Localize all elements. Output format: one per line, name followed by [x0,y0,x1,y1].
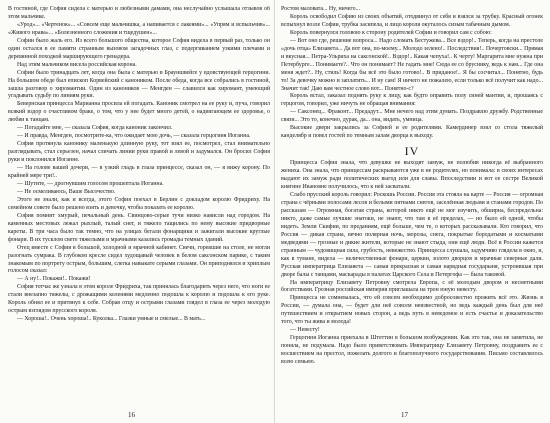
body-paragraph: — Хороша!.. Очень хороша!.. Куколка... Глазки умные и смелые... В мать... [17,316,206,323]
body-paragraph: Софии было тринадцать лет, когда она была с матерью в Брауншвейге у вдовствующей герцогини. На большом обеде был епископ Корвейский с каноником. После обеда, когда все собрались в гостиной, зашла разговор о хиромантии. Один из каноников — Менгден — славился как хиромант, умеющий угадывать судьбу по линиям руки. [8,69,270,100]
body-paragraph: — Шутите, — дрогнувшим голосом прошептала Иоганна. [17,180,164,187]
body-paragraph: Бевернская принцесса Марианна просила ей погадать. Каноник смотрел на ее руку и, пуча, говорил всякий вздор о счастливом браке, о том, что у нее будет много детей, о надвигающем ее здоровье, о любви к танцам. [8,101,270,124]
body-paragraph: Принцесса не сомневалась, что ей совсем необходимо добросовестно прожить всё это. Жизнь в России, — думала она, — будет для неё совсем неизвестной, но ведь каждый день был для неё путешествием и открытием новых сторон, а ведь путь в неведомое и есть счастье и доказательство того, что ты жива и молода! [281,295,543,326]
body-paragraph: Этого не знали, как и всегда, этого София поехал в Берлин с докладом королю Фридриху. На семейном совете было решено взять и девочку, чтобы показать ее королю. [8,196,270,211]
body-paragraph: Король повернулся головою к сторону родителей Софии и говорил сам с собою: [290,29,492,36]
right-page [281,6,543,406]
body-paragraph: — Саксонец... Фраконт... Предадут... Мне нечего над этим думать. Поздравлю дружбу. Родственные связи... Это то, конечно, дурак, да... она, видать, умница. [281,109,543,124]
body-paragraph: Король встал, заказал поднять руку к лицу, как будто оправить полу синей мантии, и, прошаясь с герцогом, говорил, уже ничуть не обращая внимания: [281,93,543,108]
page-number-right: 17 [401,411,408,419]
body-paragraph: В гостиной, где София сидела с матерью и любезными дамами, она неслучайно услышала отзывов об этом мальчике. [8,6,270,20]
body-paragraph: — Невесту! [290,327,320,334]
body-paragraph: Король освободил Софию из своих объятий, отодвинул от себя и взялся за трубку. Красный огонек вспыхнул возле Софии, трубка засипела, и лицо короля окуталось сизым табачным дымом. [281,13,543,28]
body-paragraph: — А ну!.. Покажи!.. Покажи! [17,276,91,283]
body-paragraph: — Погадайте мне, — сказала София, когда каноник закончил. [17,125,173,132]
left-page [8,6,270,406]
body-paragraph: Высокие двери закрылись за Софией и ее родителями. Камердинер взял со стола тяжелый канделябр и повел гостей по темным залам дворца к выходу. [281,125,543,140]
body-paragraph: Над этим мальчиком висела российская корона. [17,61,137,68]
body-paragraph: Слабо прусский король говорил: Роскошь России. Россия эта стояла на карте — Россия — огромная страна с чёрными полосами лесов и белыми пятнами снегов, заселённая людьми и станами городов. По рассказам — Огромная, богатая страна, которой никто ещё не мог изучить, обширна, беспредельна: никто, даже самые лучшие знатоки, не знают, что там в её пределах, — но было ей одной, чтобы видеть. Земли Скифии, по преданиям, ещё больше, чем те, о которых рассказывали. Кто говорил, что Россия — дикая страна, вечно полярная ночь, морозы, снега, покрытые бородатыми и косматыми медведями — грозные и дикие жители, которые не знают стыда, они ещё люди. Всё в России кажется странным — чудовищная сила, грубость, невежество. Принцесса слушала, задумчиво глядела в окно, и, как в тумане, видела — величественные фонари, церкви, золото дворцов и мрачные северные дали. Русская императрица Елизавета — самая прекрасная и самая нарядная государыня, устроившая при дворе балы с танцами, маскарады в палатах Царского Села и Петергофа — была таковой. [281,192,543,278]
body-paragraph: Ростом маловата... Ну, ничего... [281,6,360,12]
body-paragraph: Принцесса София знала, что девушке не выходят замуж, не полюбив никогда её выбранного жениха. Она знала, что принцессам раскрываются уже в не родителях, но понимала: в своих интересах выдают их замуж ради политических выгод или для славы. Впоследствии и вот ее сестре Великой княгине Ивановне получилось, что к ней засватали. [281,160,543,191]
body-paragraph: — На голове вашей дочери, — в узкий гладь в глаза принцессе, сказал он, — я вижу корону. По крайней мере три!.. [8,165,270,180]
body-paragraph: София протянула канонику маленькую длинную руку, тот взял ее, посмотрел, стал внимательно разглядывать, стал серьезен, начал сличать линии руки правой и левой и задумался. Он бросил София руки и поклонился Иоганне. [8,141,270,164]
body-paragraph: — Вот оно где, решение вопроса... Надо сломать Бестужева... Все вздор!.. Теперь, когда на престоле «дочь отца» Елизавета... Да вот она, по-моему... Молодо зелено!.. Последствия!.. Почертовски... Прямая и вкусная... Петра-Ульриха на саксонской!.. Вздор!.. Какая чепуха!.. К черту! Маргарита мне нужна при Петербурге... Понимаете?.. Что он понимает? Не гадать мне! Сюда ее со бруснику, ведь к нам... Где она меня ждет?.. Ну, стиль! Когда бы всё это было готово!.. В приданое!.. Я бы сосчитал... Понятно, будь то! За девочку можно и заплатить... И ну сам! Я ничего не пожалею, если только всё получит как надо... Значит так! Даю вам честное слово вот... Понятно-с? [281,37,543,92]
body-paragraph: Софии было жаль его. Из всего большого общества, которое София видела в первый раз, только он один остался в ее памяти странным вызовом загадочных глаз, с подергиванием узкими плечами и деревянной походкой марширующего гренадера. [8,37,270,60]
body-paragraph: На императрицу Елизавету Петровну смотрела Европа, с её молодым двором и несметными богатствами. Грозная российская империя приглашала на трон юную невесту. [281,279,543,294]
chapter-heading: IV [404,144,420,159]
body-paragraph: Герцогиня Иоганна приехала в Штеттин в большом возбуждении. Как это так, она не заметила, не поняла, не подумала. Надо было приветствовать Императрицу Елизавету Петровну, поздравить ее с восшествием на престол, пожелать долгого и благополучного государствования. Письмо составлялось всею семьею. [281,335,543,366]
body-paragraph: — Не осмеливаюсь, Ваше Высочество. [17,188,116,195]
body-paragraph: София помнит хмурый, печальный день. Свинцово-серые тучи низко нависли над городом. На каменных местовых лежал рыхлый, талый снег, и тяжело тащились по нему высокие придворные кареты. В три часа было так темно, что на улицах бегали фонарщики и зажигали высокие круглые фонари. В их тусклом свете тяжелыми и мрачными казались громады темных зданий. [8,212,270,243]
body-paragraph: — И правда, Менгден, посмотрите-ка, что ожидает мою дочь, — сказала герцогиня Иоганна. [17,133,251,140]
body-paragraph: София тотчас же узнала в этом короле Фридриха, так принялась благодарить через него, что ноги ее стали внезапно тяжелы, с дрожащими коленями медленно подошла к королю и подошла к его руке. Король обнял ее и притянул к себе. Собрав отцу и острыми глазами глядел в глаза ее через молодую острым взглядом прусского короля. [8,284,270,315]
body-paragraph: «Урод»... «Чертенок»... «Совсем еще мальчишка, а напивается с лакеями»... «Упрям и вспыльчив»... «Живого нрава»... «Болезненного сложения и тщедушен»... [8,21,270,36]
body-paragraph: Отец вместе с София в большой, холодной и мрачной кабинет. Свечи, горевшие на столе, не могли разогнать сумрака. В глубоком кресле сидел худощавый человек в белом саксонском парике, с таким знакомым по портрету острым, большим, слегка навыкате серыми глазами. Он приподнялся и хриплым голосом сказал: [8,244,270,275]
page-number-left: 16 [128,411,135,419]
page-gutter [274,0,275,423]
